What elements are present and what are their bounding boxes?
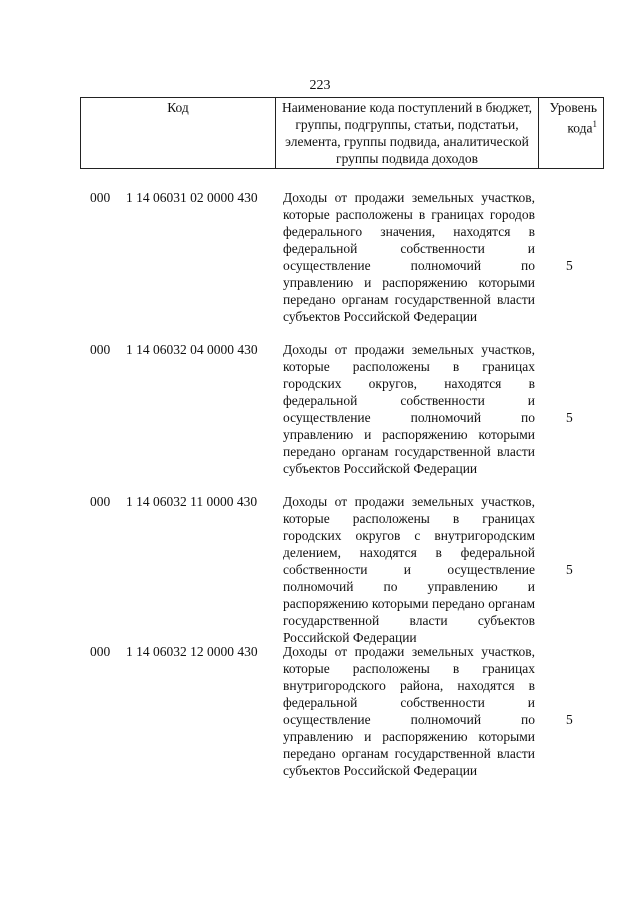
row-level: 5 (566, 562, 573, 577)
header-code (81, 98, 276, 169)
row-code: 1 14 06032 11 0000 430 (126, 494, 258, 509)
row-description: Доходы от продажи земельных участков, которые расположены в границах внутригородского района, находятся в федеральной собственности и осуществление полномочий по управлению и распоряжению которыми передано органам государственной власти субъектов Российской Федерации (283, 644, 535, 778)
row-prefix: 000 (90, 190, 111, 205)
row-prefix: 000 (90, 494, 111, 509)
header-level (539, 98, 604, 169)
row-level: 5 (566, 410, 573, 425)
row-level: 5 (566, 712, 573, 727)
row-level: 5 (566, 258, 573, 273)
page-number: 223 (309, 78, 331, 93)
table-header (80, 97, 604, 169)
row-prefix: 000 (90, 342, 111, 357)
header-level-label: Уровень кода (549, 100, 597, 136)
row-code: 1 14 06032 12 0000 430 (126, 644, 258, 659)
row-prefix: 000 (90, 644, 111, 659)
header-code-label: Код (167, 100, 189, 115)
row-description: Доходы от продажи земельных участков, которые расположены в границах городских округов с внутригородским делением, находятся в федеральной собственности и осуществление полномочий по управлению и распоряжению которыми передано органам государственной власти субъектов Российской Федерации (283, 494, 535, 645)
row-description: Доходы от продажи земельных участков, которые расположены в границах городских округов, находятся в федеральной собственности и осуществление полномочий по управлению и распоряжению которыми передано органам государственной власти субъектов Российской Федерации (283, 342, 535, 476)
row-code: 1 14 06032 04 0000 430 (126, 342, 258, 357)
header-name-label: Наименование кода поступлений в бюджет, группы, подгруппы, статьи, подстатьи, элемента, группы подвида, аналитической группы подвида доходов (281, 100, 532, 166)
row-code: 1 14 06031 02 0000 430 (126, 190, 258, 205)
header-name (276, 98, 539, 169)
row-description: Доходы от продажи земельных участков, которые расположены в границах городов федерального значения, находятся в федеральной собственности и осуществление полномочий по управлению и распоряжению которыми передано органам государственной власти субъектов Российской Федерации (283, 190, 535, 324)
footnote-mark: 1 (592, 119, 597, 129)
